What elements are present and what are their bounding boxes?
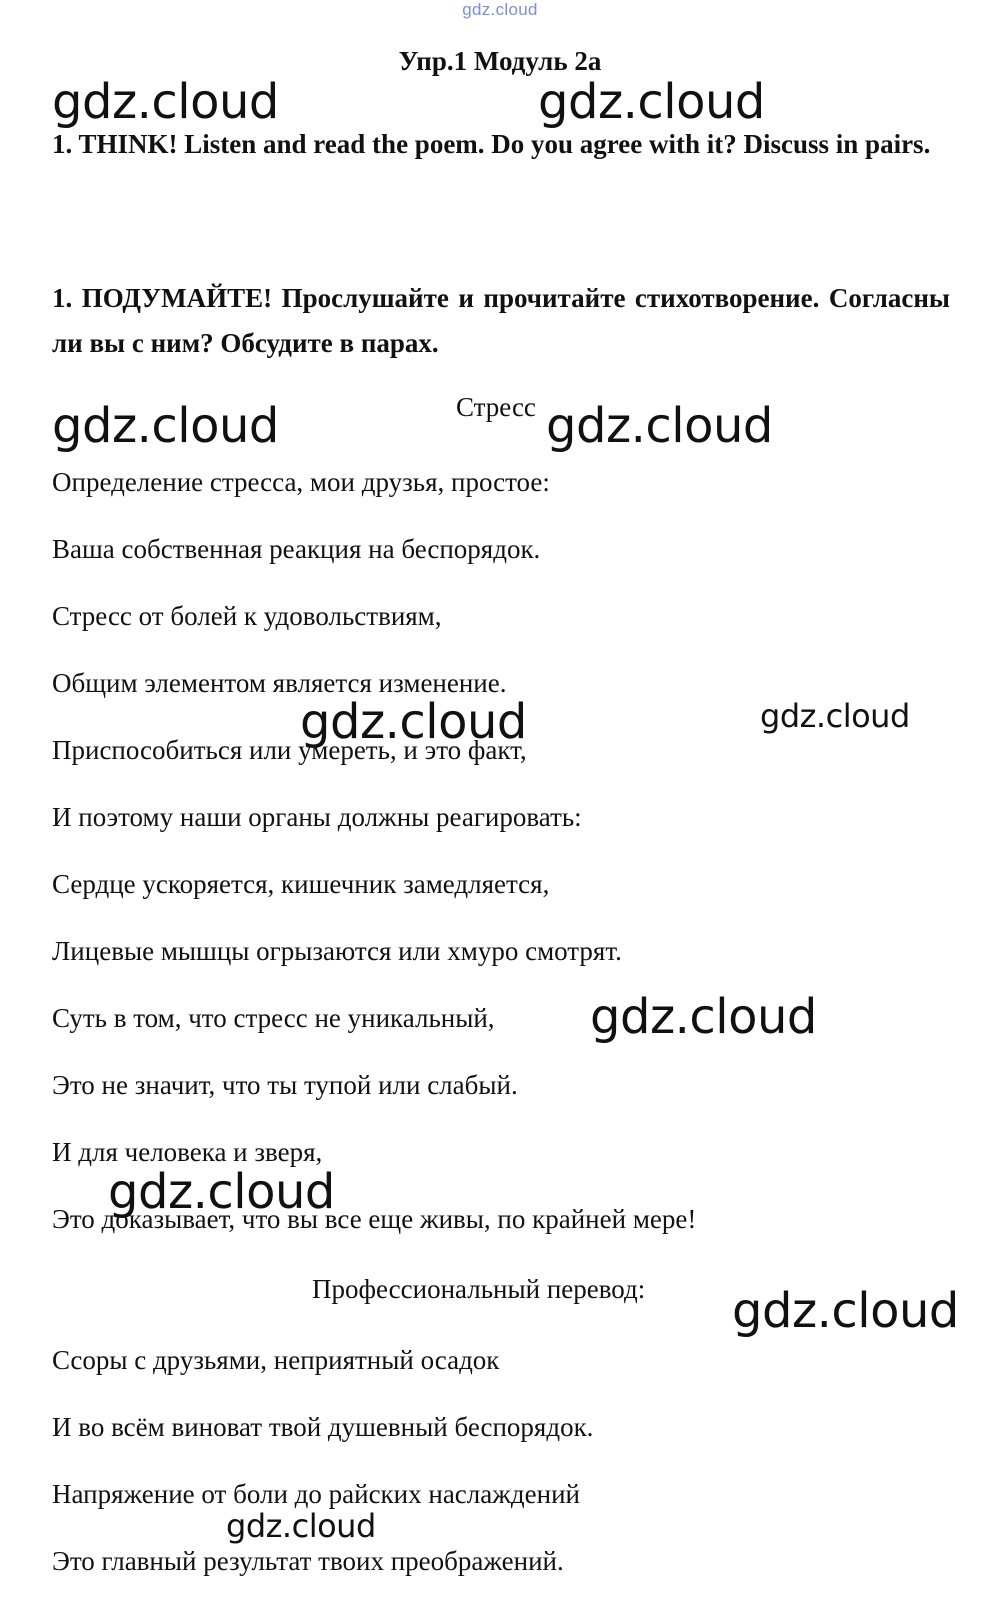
watermark: gdz.cloud	[546, 398, 773, 454]
poem-line: И поэтому наши органы должны реагировать:	[52, 802, 582, 832]
watermark: gdz.cloud	[760, 697, 910, 735]
page-title: Упр.1 Модуль 2а	[398, 46, 602, 76]
translation-line: И во всём виноват твой душевный беспорядок.	[52, 1412, 594, 1442]
poem-line: Определение стресса, мои друзья, простое:	[52, 467, 550, 497]
site-mark: gdz.cloud	[462, 0, 538, 19]
watermark: gdz.cloud	[538, 74, 765, 130]
poem-lines	[52, 462, 950, 1266]
watermark: gdz.cloud	[226, 1507, 376, 1545]
poem-title: Стресс	[456, 392, 536, 422]
translation-heading: Профессиональный перевод:	[312, 1274, 646, 1304]
translation-line: Напряжение от боли до райских наслаждений	[52, 1479, 580, 1509]
watermark: gdz.cloud	[52, 74, 279, 130]
poem-line: Суть в том, что стресс не уникальный,	[52, 1003, 495, 1033]
poem-line: Сердце ускоряется, кишечник замедляется,	[52, 869, 550, 899]
translation-line: Ссоры с друзьями, неприятный осадок	[52, 1345, 500, 1375]
task-english: 1. THINK! Listen and read the poem. Do you agree with it? Discuss in pairs.	[52, 129, 931, 159]
poem-line: Общим элементом является изменение.	[52, 668, 507, 698]
poem-line: Это не значит, что ты тупой или слабый.	[52, 1070, 518, 1100]
poem-line: Это доказывает, что вы все еще живы, по крайней мере!	[52, 1204, 697, 1234]
watermark: gdz.cloud	[108, 1164, 335, 1220]
poem-line: Ваша собственная реакция на беспорядок.	[52, 534, 541, 564]
poem-line: Стресс от болей к удовольствиям,	[52, 601, 442, 631]
task-russian: 1. ПОДУМАЙТЕ! Прослушайте и прочитайте стихотворение. Согласны ли вы с ним? Обсудите в парах.	[52, 283, 950, 358]
watermark: gdz.cloud	[732, 1283, 959, 1339]
translation-lines	[52, 1340, 950, 1608]
watermark: gdz.cloud	[300, 694, 527, 750]
poem-line: Приспособиться или умереть, и это факт,	[52, 735, 527, 765]
poem-line: И для человека и зверя,	[52, 1137, 323, 1167]
translation-line: Это главный результат твоих преображений.	[52, 1546, 564, 1576]
poem-line: Лицевые мышцы огрызаются или хмуро смотрят.	[52, 936, 622, 966]
watermark: gdz.cloud	[590, 989, 817, 1045]
watermark: gdz.cloud	[52, 398, 279, 454]
